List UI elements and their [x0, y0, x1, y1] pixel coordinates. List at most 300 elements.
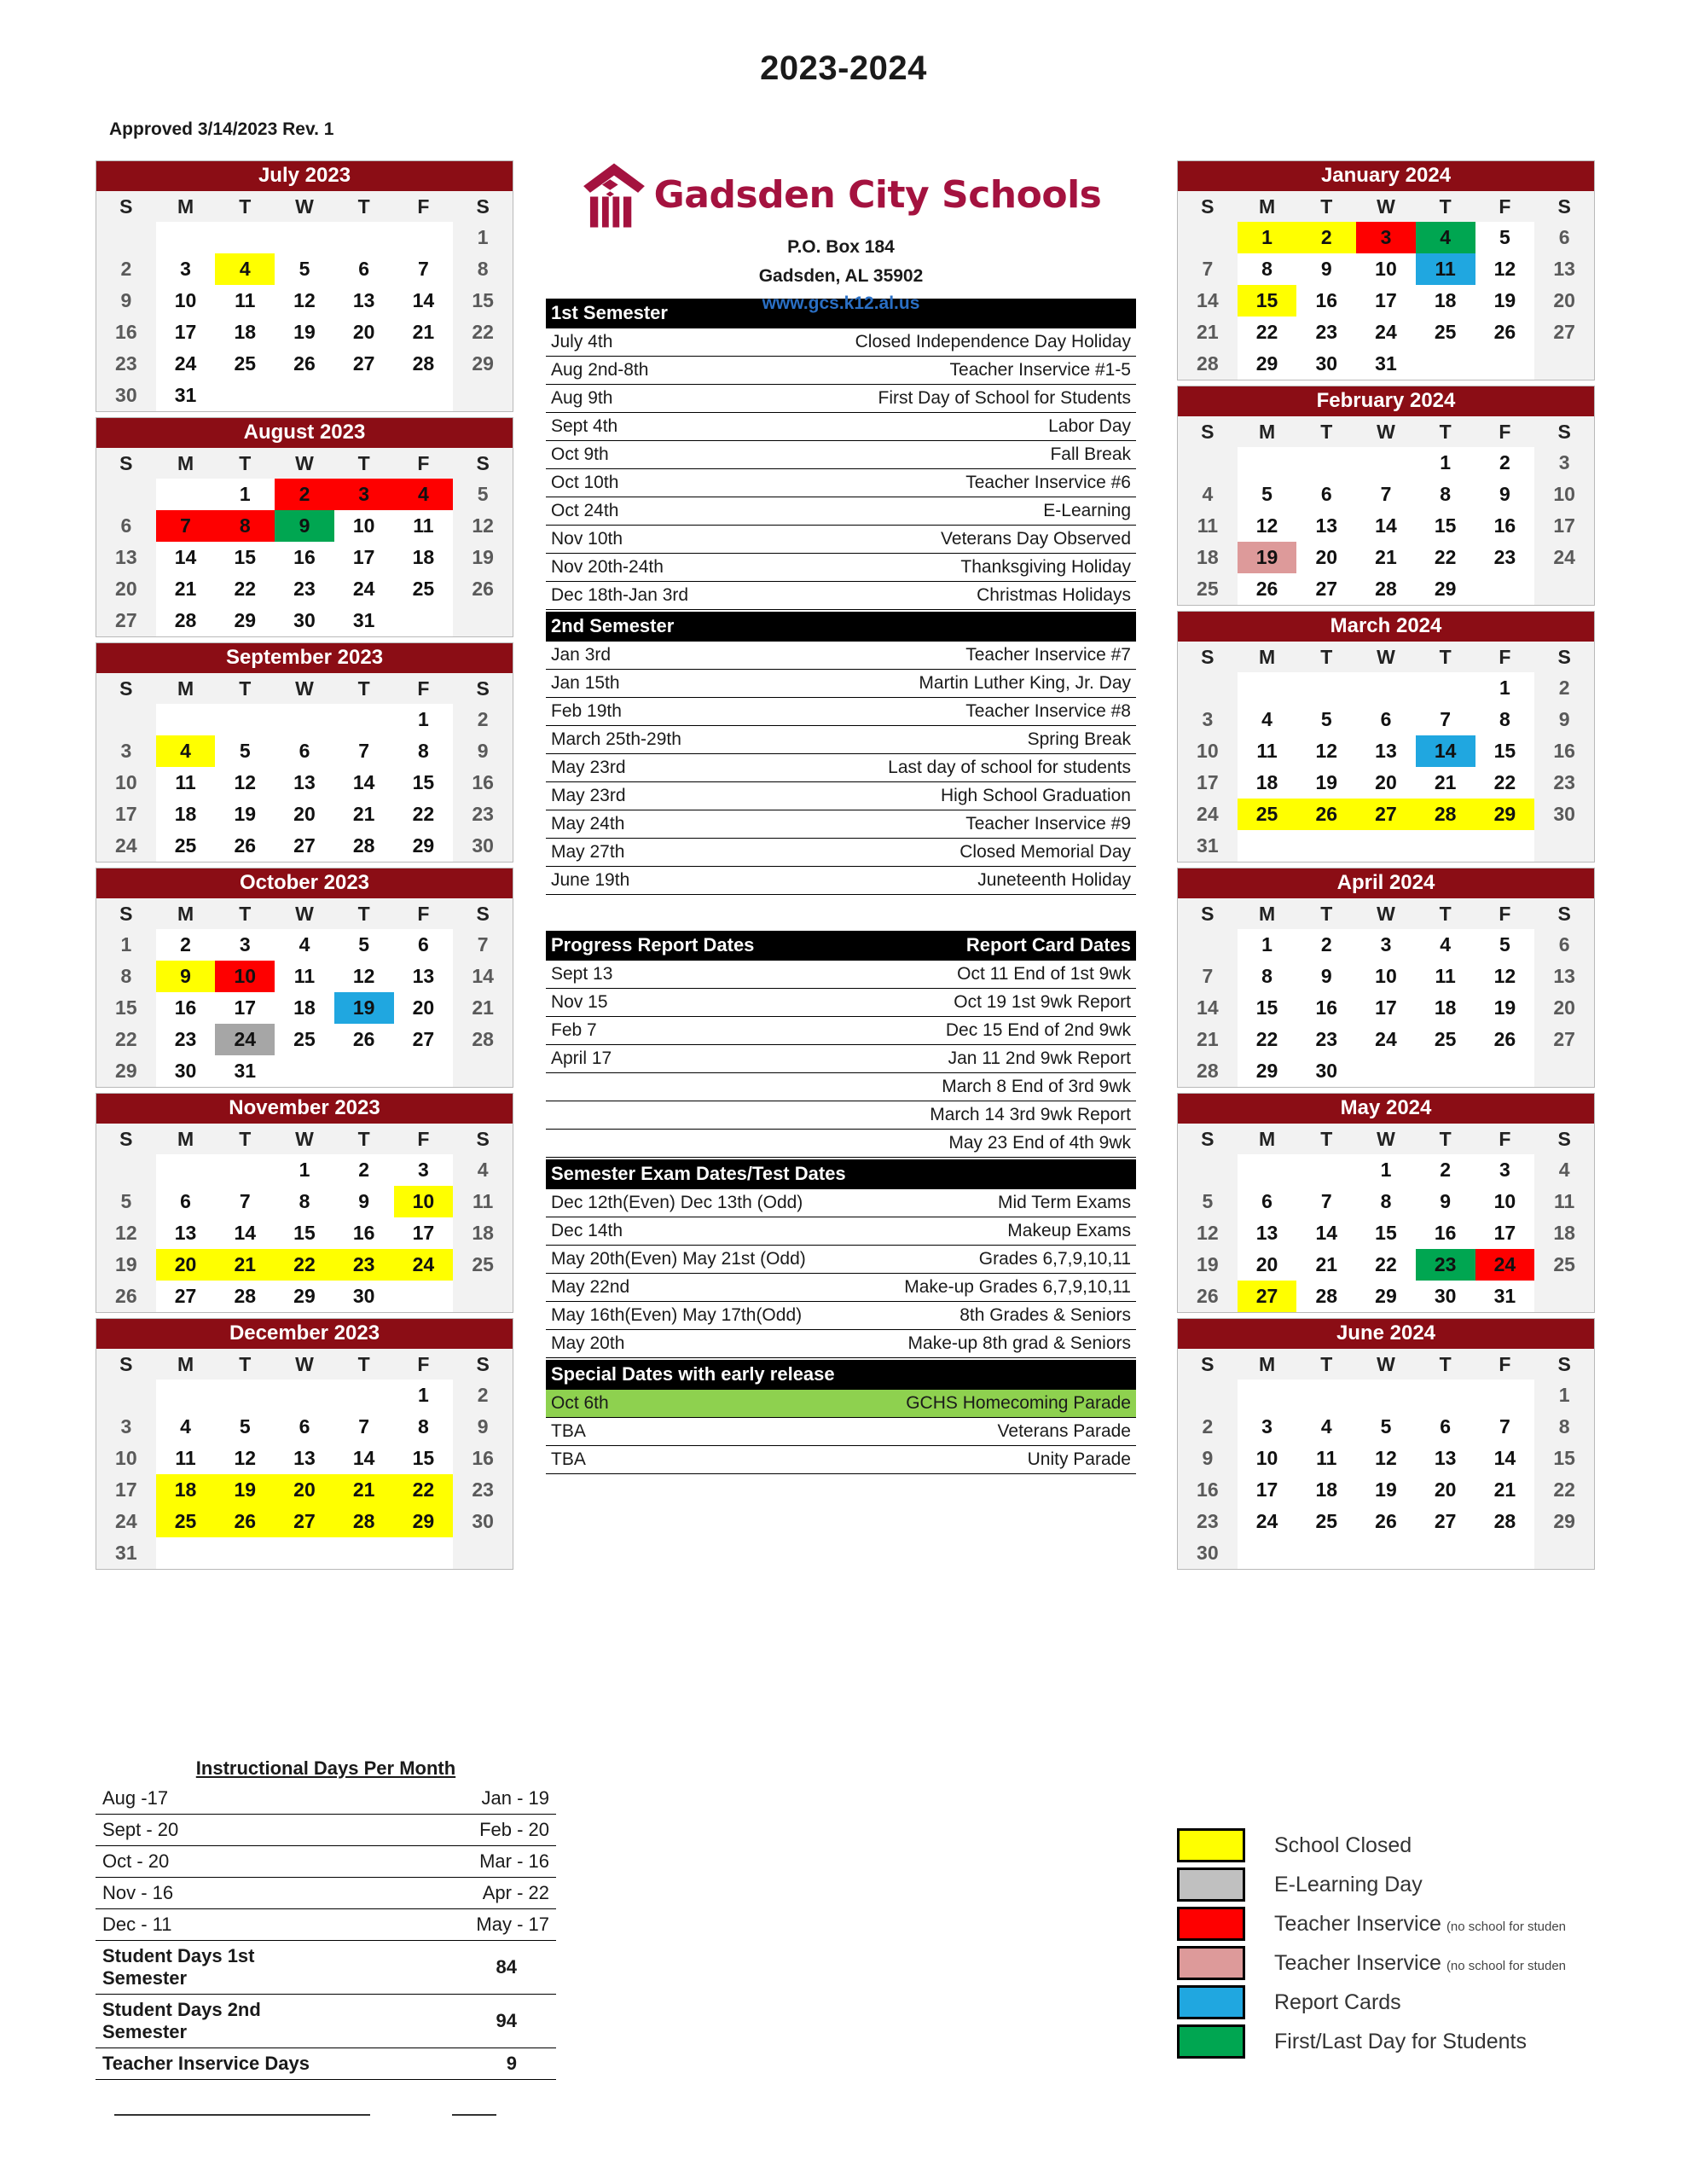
day-cell: 9 [334, 1186, 394, 1217]
day-cell: 7 [1178, 253, 1238, 285]
week-row [96, 573, 513, 605]
instructional-days-total-row [96, 1995, 556, 2048]
month-block [96, 868, 513, 1088]
month-title: July 2023 [96, 161, 513, 191]
weekday-header: F [394, 448, 454, 479]
week-row [96, 1443, 513, 1474]
weekday-header: S [1178, 1349, 1238, 1380]
weekday-header: T [215, 191, 275, 222]
day-cell: 16 [1416, 1217, 1475, 1249]
month-block [96, 160, 513, 412]
section-row [546, 726, 1136, 754]
weekday-header: S [453, 448, 513, 479]
day-cell: 12 [1296, 735, 1356, 767]
day-cell: 16 [453, 1443, 513, 1474]
day-cell: 18 [453, 1217, 513, 1249]
row-description: Veterans Day Observed [841, 526, 1136, 554]
day-cell: 4 [1178, 479, 1238, 510]
day-cell: 18 [394, 542, 454, 573]
day-cell: 23 [96, 348, 156, 380]
section-row [546, 328, 1136, 357]
day-cell: 30 [334, 1281, 394, 1312]
empty-day-cell [215, 1537, 275, 1569]
weekday-header: W [1356, 642, 1416, 672]
row-date [546, 1130, 841, 1158]
row-description: Teacher Inservice #7 [841, 642, 1136, 670]
day-cell: 16 [453, 767, 513, 799]
day-cell: 12 [453, 510, 513, 542]
month-title: April 2024 [1178, 868, 1594, 898]
day-cell: 9 [1534, 704, 1594, 735]
day-cell: 13 [1238, 1217, 1297, 1249]
empty-day-cell [156, 1380, 216, 1411]
day-cell: 9 [453, 735, 513, 767]
day-cell: 6 [334, 253, 394, 285]
row-date: Nov 20th-24th [546, 554, 841, 582]
day-cell: 30 [1416, 1281, 1475, 1312]
day-cell: 23 [1296, 1024, 1356, 1055]
day-cell: 3 [1475, 1154, 1535, 1186]
day-cell: 17 [156, 317, 216, 348]
legend-label: E-Learning Day [1274, 1872, 1423, 1896]
instructional-days-total-row [96, 1941, 556, 1995]
weekday-header: S [1534, 642, 1594, 672]
day-cell: 13 [1534, 961, 1594, 992]
row-date: Aug 9th [546, 385, 841, 413]
day-cell: 19 [1475, 285, 1535, 317]
day-cell: 9 [453, 1411, 513, 1443]
day-cell: 11 [1178, 510, 1238, 542]
day-cell: 2 [156, 929, 216, 961]
day-cell: 23 [453, 1474, 513, 1506]
day-cell: 6 [1534, 929, 1594, 961]
weekday-header: S [453, 1349, 513, 1380]
week-row [96, 1186, 513, 1217]
empty-day-cell [1238, 830, 1297, 862]
week-row [1178, 1474, 1594, 1506]
month-days-right: May - 17 [326, 1909, 556, 1941]
empty-day-cell [1296, 1380, 1356, 1411]
day-cell: 27 [275, 830, 334, 862]
empty-day-cell [1178, 447, 1238, 479]
signature-line-long [114, 2102, 370, 2116]
day-cell: 19 [215, 799, 275, 830]
row-date: Feb 7 [546, 1017, 841, 1045]
empty-day-cell [1416, 1055, 1475, 1087]
day-cell: 4 [275, 929, 334, 961]
day-cell: 17 [1178, 767, 1238, 799]
legend-row [1177, 1943, 1687, 1983]
day-cell: 20 [275, 799, 334, 830]
color-legend [1177, 1826, 1687, 2061]
empty-day-cell [1178, 222, 1238, 253]
day-cell: 23 [1178, 1506, 1238, 1537]
week-row [96, 735, 513, 767]
section-row [546, 867, 1136, 895]
weekday-header: T [215, 448, 275, 479]
month-days-right: Jan - 19 [326, 1783, 556, 1815]
section-row [546, 526, 1136, 554]
section-header-bar [546, 612, 1136, 642]
week-row [1178, 830, 1594, 862]
empty-day-cell [96, 1380, 156, 1411]
empty-day-cell [156, 1154, 216, 1186]
weekday-header: F [394, 191, 454, 222]
weekday-header: T [1416, 898, 1475, 929]
weekday-header: S [1534, 191, 1594, 222]
day-cell: 7 [1475, 1411, 1535, 1443]
weekday-header: S [96, 448, 156, 479]
day-cell: 26 [453, 573, 513, 605]
section-row [546, 1073, 1136, 1101]
weekday-header: M [156, 191, 216, 222]
row-description: Veterans Parade [841, 1418, 1136, 1446]
row-description: Spring Break [841, 726, 1136, 754]
day-cell: 29 [1475, 799, 1535, 830]
row-description: Dec 15 End of 2nd 9wk [841, 1017, 1136, 1045]
month-grid [96, 1124, 513, 1312]
day-cell: 20 [394, 992, 454, 1024]
week-row [1178, 1217, 1594, 1249]
day-cell: 12 [96, 1217, 156, 1249]
weekday-header: M [156, 673, 216, 704]
row-date: Sept 13 [546, 961, 841, 989]
row-date: Sept 4th [546, 413, 841, 441]
day-cell: 12 [1356, 1443, 1416, 1474]
weekday-header: W [1356, 1349, 1416, 1380]
day-cell: 28 [156, 605, 216, 636]
legend-swatch-red [1177, 1907, 1245, 1941]
week-row [1178, 542, 1594, 573]
day-cell: 22 [96, 1024, 156, 1055]
day-cell: 12 [1238, 510, 1297, 542]
day-cell: 25 [1416, 1024, 1475, 1055]
section-row [546, 1189, 1136, 1217]
day-cell: 23 [334, 1249, 394, 1281]
day-cell: 2 [453, 1380, 513, 1411]
day-cell: 21 [1416, 767, 1475, 799]
day-cell: 4 [1416, 222, 1475, 253]
district-website-link[interactable]: www.gcs.k12.al.us [762, 293, 920, 313]
day-cell: 14 [334, 767, 394, 799]
day-cell: 29 [394, 1506, 454, 1537]
empty-day-cell [1178, 1380, 1238, 1411]
day-cell: 2 [453, 704, 513, 735]
weekday-header: M [156, 898, 216, 929]
legend-swatch-pink [1177, 1946, 1245, 1980]
day-cell: 6 [1416, 1411, 1475, 1443]
day-cell: 7 [1416, 704, 1475, 735]
day-cell: 11 [275, 961, 334, 992]
day-cell: 9 [156, 961, 216, 992]
week-row [1178, 1055, 1594, 1087]
day-cell: 13 [1416, 1443, 1475, 1474]
day-cell: 20 [96, 573, 156, 605]
weekday-header: S [453, 673, 513, 704]
section-row [546, 1217, 1136, 1246]
empty-day-cell [1178, 672, 1238, 704]
day-cell: 26 [334, 1024, 394, 1055]
day-cell: 26 [1296, 799, 1356, 830]
day-cell: 19 [275, 317, 334, 348]
day-cell: 25 [1416, 317, 1475, 348]
day-cell: 14 [453, 961, 513, 992]
day-cell: 27 [275, 1506, 334, 1537]
day-cell: 18 [1178, 542, 1238, 573]
month-block [1177, 868, 1595, 1088]
day-cell: 10 [394, 1186, 454, 1217]
day-cell: 6 [96, 510, 156, 542]
day-cell: 25 [156, 830, 216, 862]
day-cell: 8 [1475, 704, 1535, 735]
section-row [546, 385, 1136, 413]
day-cell: 29 [1238, 1055, 1297, 1087]
day-cell: 24 [215, 1024, 275, 1055]
day-cell: 12 [1475, 253, 1535, 285]
empty-day-cell [334, 380, 394, 411]
day-cell: 13 [96, 542, 156, 573]
day-cell: 31 [96, 1537, 156, 1569]
weekday-header: T [1296, 1124, 1356, 1154]
empty-day-cell [96, 704, 156, 735]
weekday-header: W [275, 1349, 334, 1380]
day-cell: 11 [1296, 1443, 1356, 1474]
row-description: Juneteenth Holiday [841, 867, 1136, 895]
day-cell: 30 [453, 1506, 513, 1537]
day-cell: 11 [215, 285, 275, 317]
month-block [96, 642, 513, 863]
day-cell: 25 [275, 1024, 334, 1055]
weekday-header: W [1356, 1124, 1416, 1154]
day-cell: 10 [1475, 1186, 1535, 1217]
day-cell: 6 [1356, 704, 1416, 735]
day-cell: 29 [275, 1281, 334, 1312]
day-cell: 30 [96, 380, 156, 411]
week-row [96, 1537, 513, 1569]
district-name: Gadsden City Schools [653, 173, 1102, 217]
weekday-header: M [1238, 642, 1297, 672]
row-description: Makeup Exams [841, 1217, 1136, 1246]
day-cell: 20 [1534, 992, 1594, 1024]
weekday-header: T [334, 673, 394, 704]
day-cell: 8 [394, 735, 454, 767]
day-cell: 7 [334, 1411, 394, 1443]
row-date: Dec 14th [546, 1217, 841, 1246]
day-cell: 22 [1534, 1474, 1594, 1506]
row-date: TBA [546, 1418, 841, 1446]
day-cell: 21 [1296, 1249, 1356, 1281]
week-row [96, 830, 513, 862]
empty-day-cell [1356, 1537, 1416, 1569]
day-cell: 28 [1296, 1281, 1356, 1312]
row-date: May 16th(Even) May 17th(Odd) [546, 1302, 841, 1330]
month-title: May 2024 [1178, 1094, 1594, 1124]
weekday-header: W [275, 673, 334, 704]
day-cell: 15 [1356, 1217, 1416, 1249]
day-cell: 9 [1475, 479, 1535, 510]
day-cell: 23 [1296, 317, 1356, 348]
total-value: 94 [326, 1995, 556, 2048]
legend-label: Report Cards [1274, 1989, 1401, 2014]
section-row [546, 469, 1136, 497]
section-semester2 [546, 612, 1136, 895]
row-description: Last day of school for students [841, 754, 1136, 782]
day-cell: 4 [1296, 1411, 1356, 1443]
month-block [96, 1093, 513, 1313]
day-cell: 5 [1356, 1411, 1416, 1443]
day-cell: 3 [96, 735, 156, 767]
week-row [1178, 1281, 1594, 1312]
weekday-header: W [1356, 191, 1416, 222]
week-row [1178, 510, 1594, 542]
empty-day-cell [215, 1154, 275, 1186]
day-cell: 22 [215, 573, 275, 605]
empty-day-cell [453, 380, 513, 411]
day-cell: 21 [334, 799, 394, 830]
day-cell: 28 [1178, 348, 1238, 380]
weekday-header: W [275, 1124, 334, 1154]
day-cell: 18 [275, 992, 334, 1024]
day-cell: 30 [1178, 1537, 1238, 1569]
weekday-header: T [334, 1124, 394, 1154]
week-row [96, 348, 513, 380]
row-date: Oct 6th [546, 1390, 841, 1418]
empty-day-cell [156, 222, 216, 253]
section-row [546, 1330, 1136, 1358]
day-cell: 4 [156, 735, 216, 767]
row-description: Jan 11 2nd 9wk Report [841, 1045, 1136, 1073]
day-cell: 28 [1475, 1506, 1535, 1537]
week-row [1178, 672, 1594, 704]
legend-label: Teacher Inservice (no school for studen [1274, 1911, 1567, 1936]
day-cell: 10 [1238, 1443, 1297, 1474]
month-grid [96, 191, 513, 411]
weekday-header: W [1356, 416, 1416, 447]
weekday-header: M [1238, 191, 1297, 222]
day-cell: 6 [1238, 1186, 1297, 1217]
weekday-header: F [394, 1349, 454, 1380]
day-cell: 21 [215, 1249, 275, 1281]
day-cell: 9 [1296, 961, 1356, 992]
day-cell: 19 [1296, 767, 1356, 799]
weekday-header: T [1296, 642, 1356, 672]
weekday-header: S [1178, 1124, 1238, 1154]
day-cell: 19 [1356, 1474, 1416, 1506]
instructional-days-row [96, 1909, 556, 1941]
day-cell: 8 [1238, 961, 1297, 992]
day-cell: 1 [275, 1154, 334, 1186]
month-days-left: Oct - 20 [96, 1846, 326, 1878]
day-cell: 14 [334, 1443, 394, 1474]
section-header-label: 2nd Semester [546, 612, 1136, 642]
week-row [96, 222, 513, 253]
empty-day-cell [394, 1055, 454, 1087]
day-cell: 28 [1416, 799, 1475, 830]
day-cell: 11 [453, 1186, 513, 1217]
day-cell: 25 [1296, 1506, 1356, 1537]
day-cell: 8 [275, 1186, 334, 1217]
empty-day-cell [1416, 672, 1475, 704]
week-row [96, 799, 513, 830]
weekday-header: S [1534, 1349, 1594, 1380]
empty-day-cell [1296, 1154, 1356, 1186]
weekday-header: S [1534, 416, 1594, 447]
empty-day-cell [1416, 348, 1475, 380]
signature-line-short [452, 2102, 496, 2116]
empty-day-cell [394, 380, 454, 411]
weekday-header: T [1296, 898, 1356, 929]
day-cell: 29 [215, 605, 275, 636]
row-description: Christmas Holidays [841, 582, 1136, 610]
day-cell: 14 [1475, 1443, 1535, 1474]
legend-row [1177, 1904, 1687, 1943]
weekday-header: S [453, 191, 513, 222]
empty-day-cell [275, 222, 334, 253]
day-cell: 4 [394, 479, 454, 510]
empty-day-cell [334, 704, 394, 735]
day-cell: 20 [1416, 1474, 1475, 1506]
section-row [546, 839, 1136, 867]
row-description: High School Graduation [841, 782, 1136, 810]
week-row [96, 992, 513, 1024]
day-cell: 3 [1178, 704, 1238, 735]
day-cell: 20 [1238, 1249, 1297, 1281]
day-cell: 27 [1416, 1506, 1475, 1537]
weekday-header: F [394, 898, 454, 929]
day-cell: 28 [1178, 1055, 1238, 1087]
row-description: GCHS Homecoming Parade [841, 1390, 1136, 1418]
day-cell: 1 [1356, 1154, 1416, 1186]
week-row [1178, 929, 1594, 961]
empty-day-cell [1475, 573, 1535, 605]
day-cell: 30 [453, 830, 513, 862]
day-cell: 25 [156, 1506, 216, 1537]
day-cell: 24 [1356, 1024, 1416, 1055]
day-cell: 12 [1178, 1217, 1238, 1249]
empty-day-cell [215, 222, 275, 253]
week-row [1178, 447, 1594, 479]
week-row [1178, 1537, 1594, 1569]
empty-day-cell [1475, 1380, 1535, 1411]
day-cell: 27 [156, 1281, 216, 1312]
day-cell: 27 [394, 1024, 454, 1055]
weekday-header: S [96, 898, 156, 929]
row-date: June 19th [546, 867, 841, 895]
weekday-header: T [1296, 1349, 1356, 1380]
day-cell: 10 [1178, 735, 1238, 767]
day-cell: 26 [1475, 1024, 1535, 1055]
instructional-days-block [96, 1757, 556, 2116]
empty-day-cell [1475, 1537, 1535, 1569]
weekday-header: S [96, 1349, 156, 1380]
day-cell: 30 [156, 1055, 216, 1087]
day-cell: 9 [1416, 1186, 1475, 1217]
weekday-header: W [275, 191, 334, 222]
empty-day-cell [394, 1537, 454, 1569]
empty-day-cell [1416, 1537, 1475, 1569]
day-cell: 22 [394, 799, 454, 830]
legend-note: (no school for studen [1446, 1919, 1567, 1934]
day-cell: 16 [96, 317, 156, 348]
day-cell: 24 [96, 830, 156, 862]
day-cell: 21 [453, 992, 513, 1024]
day-cell: 11 [1416, 253, 1475, 285]
month-block [96, 417, 513, 637]
day-cell: 15 [1238, 285, 1297, 317]
month-grid [1178, 1124, 1594, 1312]
weekday-header: S [96, 673, 156, 704]
day-cell: 30 [1534, 799, 1594, 830]
